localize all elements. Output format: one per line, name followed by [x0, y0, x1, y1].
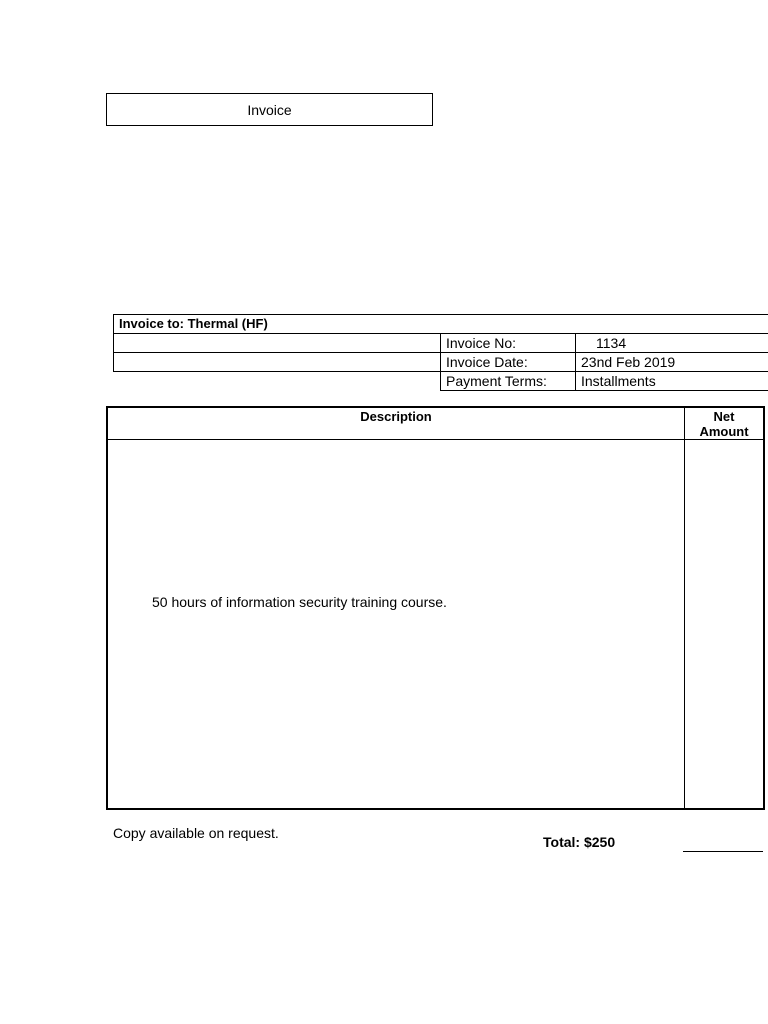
payment-terms-row: [114, 372, 768, 391]
invoice-title: [106, 93, 433, 126]
invoice-no-row: [114, 334, 768, 353]
total-underline: [683, 851, 763, 852]
invoice-title-text: Invoice: [247, 101, 292, 118]
blank-cell: [114, 353, 441, 372]
invoice-no-value: 1134: [576, 334, 768, 353]
payment-terms-label: Payment Terms:: [441, 372, 576, 391]
bill-to-label: Invoice to: Thermal (HF): [114, 315, 768, 334]
net-amount-column: [684, 408, 763, 808]
invoice-date-value: 23nd Feb 2019: [576, 353, 768, 372]
line-items-table: [106, 406, 765, 810]
net-amount-header-line1: Net: [713, 409, 735, 424]
billing-info-table: [113, 314, 768, 391]
line-item-description: 50 hours of information security training course.: [152, 594, 447, 610]
blank-cell: [114, 334, 441, 353]
footer-note: Copy available on request.: [113, 825, 279, 841]
payment-terms-value: Installments: [576, 372, 768, 391]
net-amount-header-line2: Amount: [699, 424, 749, 439]
invoice-date-label: Invoice Date:: [441, 353, 576, 372]
invoice-date-row: [114, 353, 768, 372]
description-header: Description: [108, 408, 684, 440]
bill-to-row: [114, 315, 768, 334]
empty-cell: [114, 372, 441, 391]
invoice-total: Total: $250: [543, 834, 616, 850]
invoice-no-label: Invoice No:: [441, 334, 576, 353]
net-amount-header: [685, 408, 763, 440]
